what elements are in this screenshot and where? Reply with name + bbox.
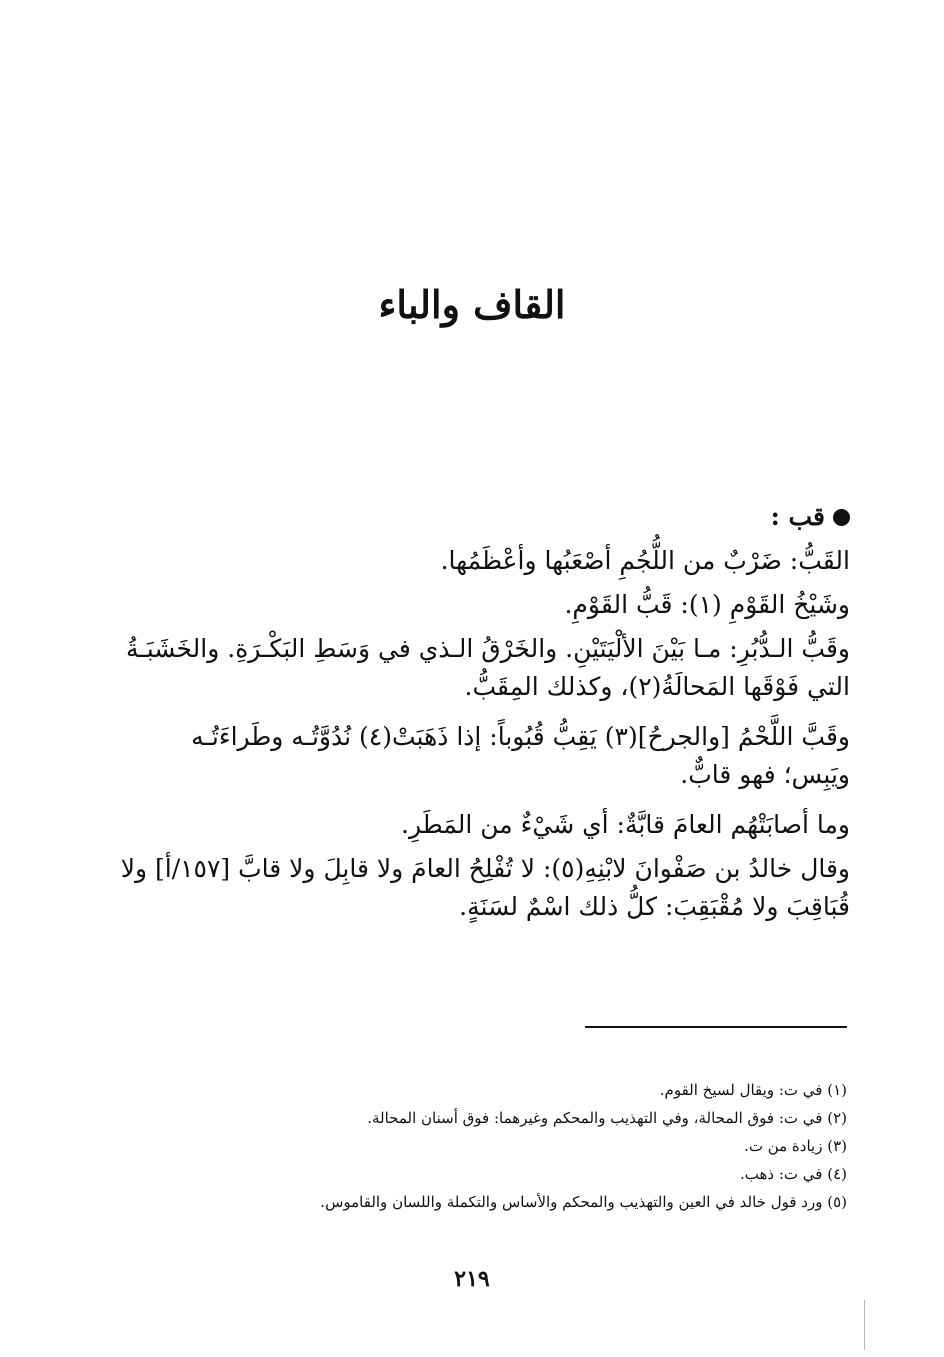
filled-circle-bullet-icon: [833, 509, 850, 526]
entry-paragraph: وما أصابَتْهُم العامَ قابَّةٌ: أي شَيْءٌ من المَطَرِ.: [401, 810, 850, 839]
entry-paragraph: وقال خالدُ بن صَفْوانَ لابْنِهِ(٥): لا تُفْلِحُ العامَ ولا قابِلَ ولا قابَّ [١٥٧/أ] ولا قُبَاقِبَ ولا مُقْبَقِبَ: كلُّ ذلك اسْمٌ لسَنَةٍ.: [120, 854, 850, 921]
entry-paragraph: وشَيْخُ القَوْمِ (١): قَبُّ القَوْمِ.: [564, 590, 850, 619]
entry-headword-line: [120, 498, 850, 536]
footnote-separator: [585, 1026, 847, 1028]
footnote-item: (٣) زيادة من ت.: [744, 1137, 847, 1155]
scan-margin-line: [864, 1300, 865, 1350]
entry-paragraph: وقَبَّ اللَّحْمُ [والجرحُ](٣) يَقِبُّ قُبُوباً: إذا ذَهَبَتْ(٤) نُدُوَّتُـه وطَراءَتُـه ويَبِس؛ فهو قابٌّ.: [191, 722, 850, 789]
footnote-item: (٤) في ت: ذهب.: [739, 1165, 847, 1183]
footnote-item: (٥) ورد قول خالد في العين والتهذيب والمحكم والأساس والتكملة واللسان والقاموس.: [320, 1193, 847, 1211]
footnote-item: (٢) في ت: فوق المحالة، وفي التهذيب والمحكم وغيرهما: فوق أسنان المحالة.: [367, 1109, 847, 1127]
entry-paragraph: القَبُّ: ضَرْبٌ من اللُّجُمِ أصْعَبُها وأعْظَمُها.: [440, 546, 850, 575]
entry-body: [120, 498, 850, 932]
page-number: ٢١٩: [454, 1266, 490, 1292]
footnotes: [150, 1076, 847, 1216]
entry-paragraph: وقَبُّ الـدُّبُرِ: مـا بَيْنَ الألْيَتَيْنِ. والخَرْقُ الـذي في وَسَطِ البَكْـرَةِ. والخَشَبَـةُ التي فَوْقَها المَحالَةُ(٢)، وكذلك المِقَبُّ.: [125, 634, 850, 701]
footnote-item: (١) في ت: ويقال لسيخ القوم.: [659, 1081, 847, 1099]
entry-headword: قب :: [770, 502, 825, 531]
section-title: القاف والباء: [378, 282, 566, 327]
